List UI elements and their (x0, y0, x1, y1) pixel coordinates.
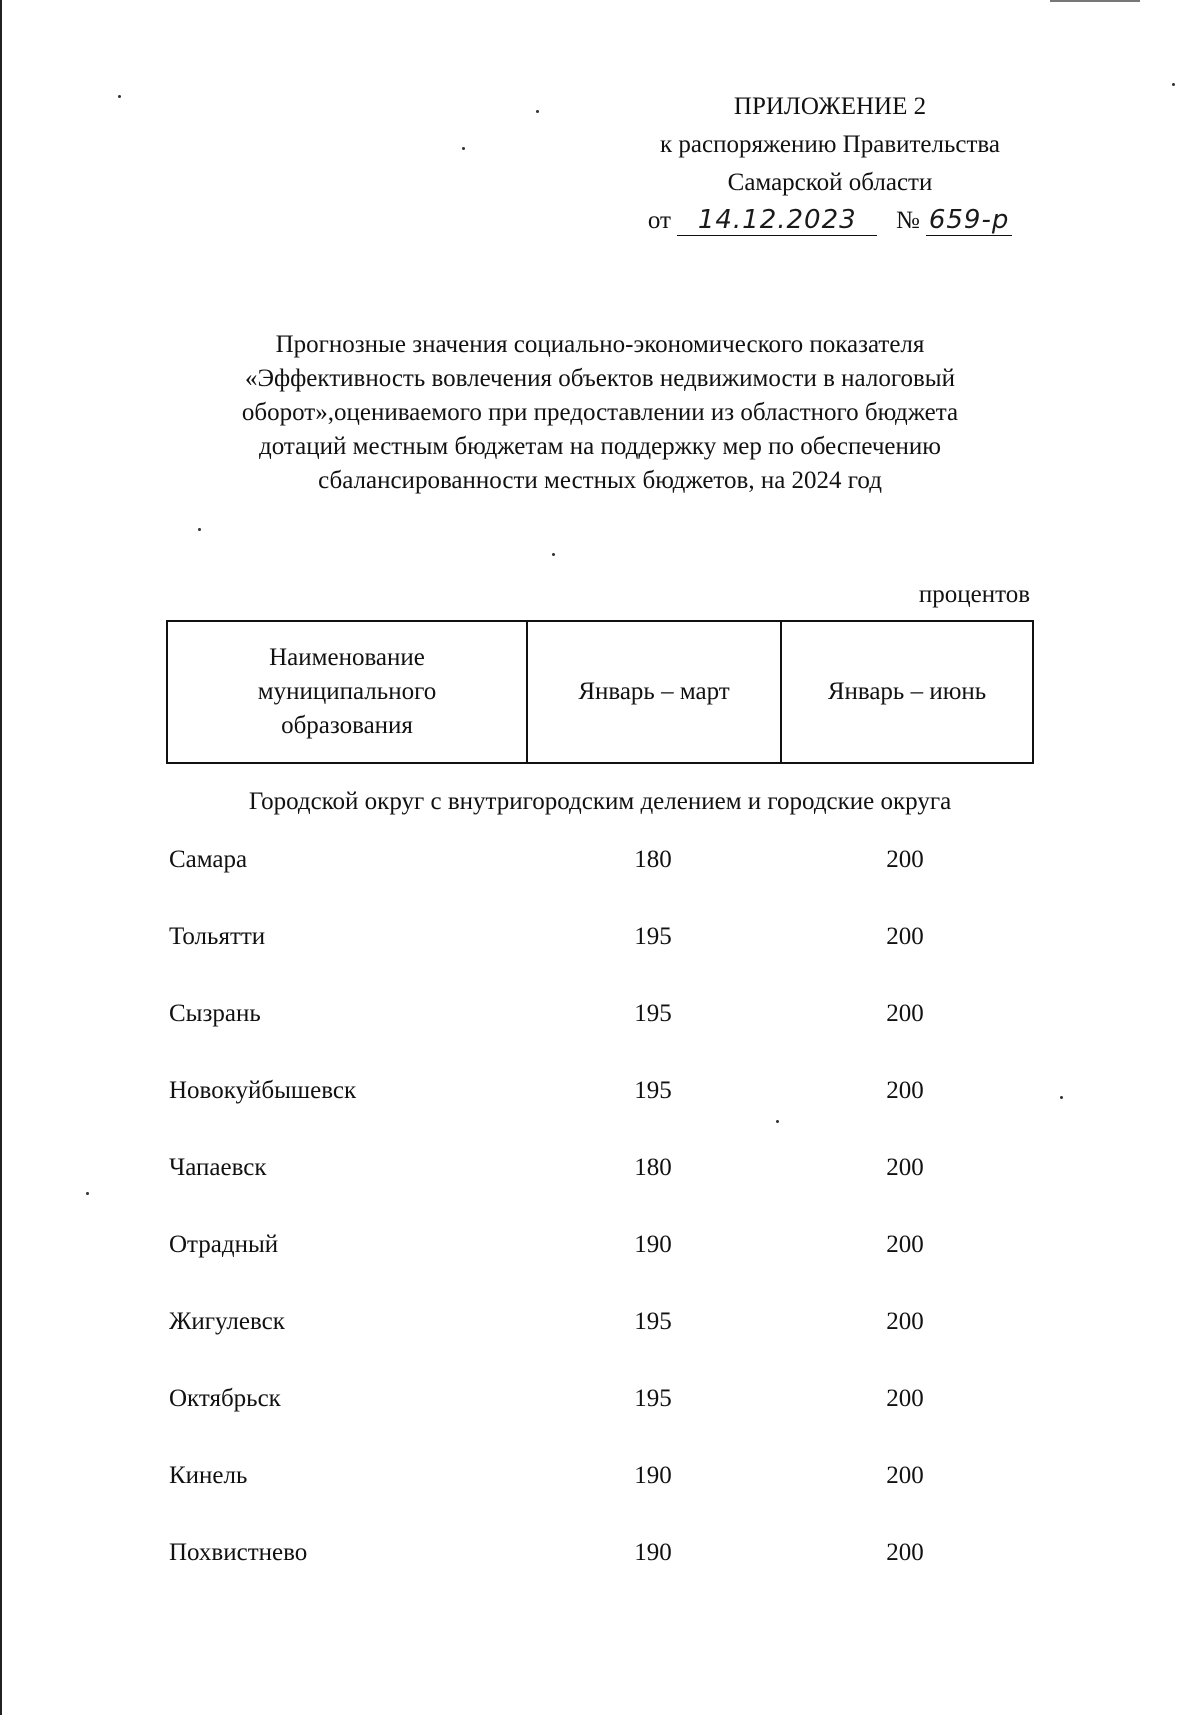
value-h1: 200 (886, 923, 924, 950)
table-row (166, 1305, 1034, 1382)
value-q1: 180 (634, 1154, 672, 1181)
scan-speck (1172, 83, 1175, 86)
title-line: Прогнозные значения социально-экономического показателя (275, 331, 925, 358)
annex-line: к распоряжению Правительства (659, 131, 1000, 158)
annex-date-line (648, 202, 1012, 240)
handwritten-number: 659-р (926, 205, 1012, 236)
scan-speck (536, 110, 539, 113)
scan-edge (0, 0, 2, 1715)
scan-speck (552, 553, 555, 556)
municipality-name: Новокуйбышевск (169, 1077, 357, 1104)
scan-speck (198, 528, 201, 531)
units-label: процентов (918, 581, 1030, 608)
scan-speck (1060, 1096, 1063, 1099)
scan-speck (118, 95, 121, 98)
scan-speck (86, 1192, 89, 1195)
title-line: «Эффективность вовлечения объектов недвижимости в налоговый (245, 365, 955, 392)
value-q1: 190 (634, 1462, 672, 1489)
value-h1: 200 (886, 1154, 924, 1181)
title-line: оборот»,оцениваемого при предоставлении из областного бюджета (241, 399, 959, 426)
scan-edge (1050, 0, 1140, 2)
table-row (166, 997, 1034, 1074)
table-row (166, 1382, 1034, 1459)
number-prefix: № (896, 207, 920, 234)
value-h1: 200 (886, 1077, 924, 1104)
municipality-name: Тольятти (169, 923, 266, 950)
value-q1: 195 (634, 1385, 672, 1412)
value-h1: 200 (886, 1385, 924, 1412)
document-title (100, 328, 1100, 498)
value-h1: 200 (886, 1000, 924, 1027)
value-q1: 195 (634, 1077, 672, 1104)
value-q1: 190 (634, 1539, 672, 1566)
value-q1: 195 (634, 923, 672, 950)
municipality-name: Похвистнево (169, 1539, 308, 1566)
header-q1-label: Январь – март (578, 678, 730, 705)
value-q1: 190 (634, 1231, 672, 1258)
table-row (166, 1151, 1034, 1228)
value-q1: 195 (634, 1000, 672, 1027)
scan-speck (462, 147, 465, 150)
date-prefix: от (647, 207, 671, 234)
table-row (166, 920, 1034, 997)
value-h1: 200 (886, 1231, 924, 1258)
municipality-name: Сызрань (169, 1000, 261, 1027)
value-q1: 195 (634, 1308, 672, 1335)
municipality-name: Жигулевск (169, 1308, 285, 1335)
title-line: сбалансированности местных бюджетов, на 2024 год (318, 467, 882, 494)
annex-block (560, 88, 1100, 240)
table-row (166, 1228, 1034, 1305)
municipality-name: Самара (169, 846, 248, 873)
header-municipality (168, 622, 528, 762)
value-h1: 200 (886, 846, 924, 873)
table-body (166, 843, 1034, 1613)
header-q1 (528, 622, 782, 762)
value-h1: 200 (886, 1539, 924, 1566)
table-header (166, 620, 1034, 764)
section-title: Городской округ с внутригородским делением и городские округа (248, 788, 952, 815)
municipality-name: Отрадный (169, 1231, 279, 1258)
table-row (166, 843, 1034, 920)
table-row (166, 1074, 1034, 1151)
value-h1: 200 (886, 1308, 924, 1335)
table-row (166, 1459, 1034, 1536)
header-h1-label: Январь – июнь (827, 678, 987, 705)
annex-heading: ПРИЛОЖЕНИЕ 2 (733, 93, 927, 120)
annex-line: Самарской области (727, 169, 933, 196)
header-h1 (782, 622, 1032, 762)
header-municipality-label: Наименование муниципального образования (257, 644, 437, 739)
value-h1: 200 (886, 1462, 924, 1489)
municipality-name: Октябрьск (169, 1385, 281, 1412)
table-row (166, 1536, 1034, 1613)
municipality-name: Кинель (169, 1462, 248, 1489)
handwritten-date: 14.12.2023 (677, 205, 877, 236)
title-line: дотаций местным бюджетам на поддержку мер по обеспечению (259, 433, 941, 460)
value-q1: 180 (634, 846, 672, 873)
municipality-name: Чапаевск (169, 1154, 267, 1181)
